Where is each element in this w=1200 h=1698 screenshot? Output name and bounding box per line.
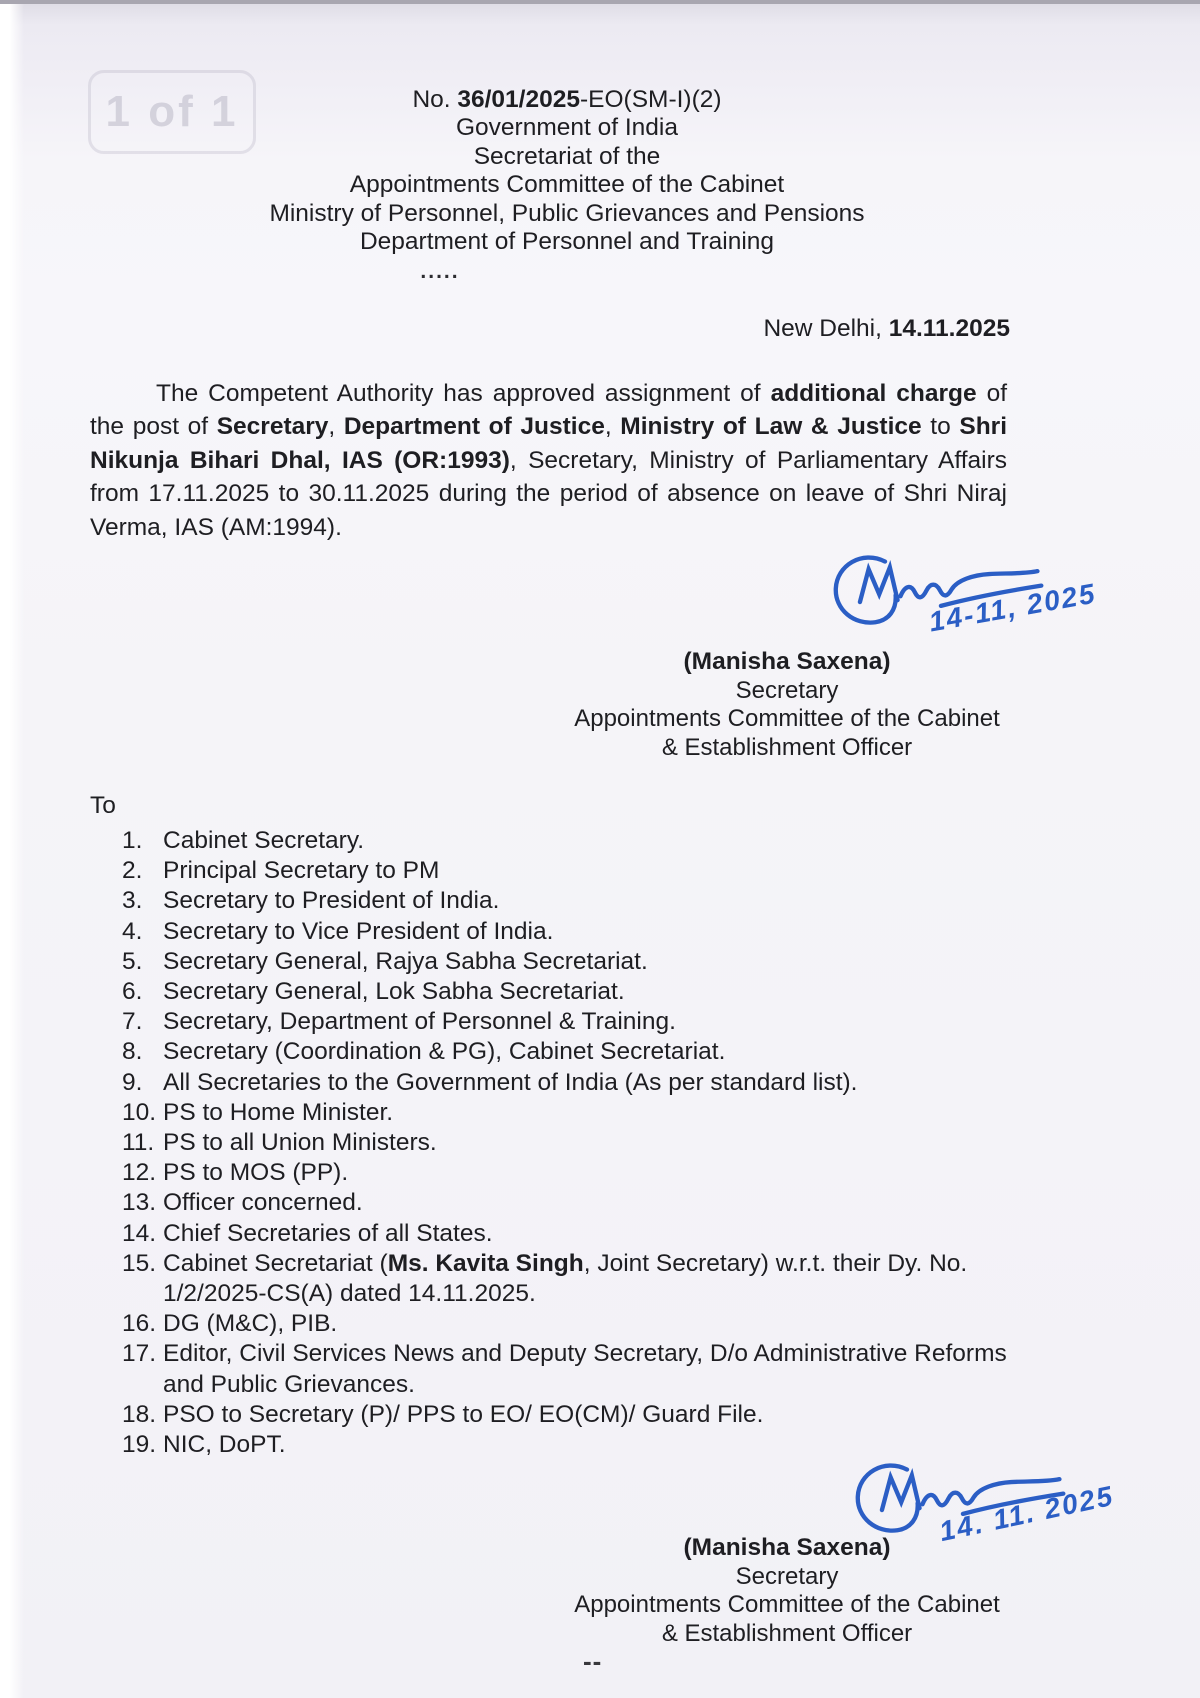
- item-number: 18.: [122, 1400, 157, 1428]
- distribution-item: [122, 1007, 1012, 1037]
- item-text: [163, 1007, 1012, 1037]
- item-text: [163, 1400, 1012, 1430]
- text-run: of the post of: [90, 380, 1007, 441]
- item-text: [163, 1068, 1012, 1098]
- text-run: PS to all Union Ministers.: [163, 1129, 437, 1157]
- handwritten-date: 14-11, 2025: [926, 577, 1099, 638]
- item-number: 5.: [122, 947, 143, 975]
- item-text: [163, 917, 1012, 947]
- item-text: [163, 1188, 1012, 1218]
- item-number: 3.: [122, 887, 143, 915]
- item-text: [163, 1037, 1012, 1067]
- text-run: Secretary General, Rajya Sabha Secretariat.: [163, 947, 648, 975]
- item-number: 19.: [122, 1431, 157, 1459]
- text-run: NIC, DoPT.: [163, 1431, 286, 1459]
- signatory-title: & Establishment Officer: [661, 733, 913, 761]
- bold-text: Secretary: [216, 413, 329, 441]
- item-text: [163, 1339, 1012, 1399]
- item-number: 10.: [122, 1098, 157, 1126]
- distribution-item: [122, 1037, 1012, 1067]
- text-run: Cabinet Secretary.: [163, 827, 365, 854]
- item-text: [163, 856, 1012, 886]
- handwritten-date: 14. 11. 2025: [936, 1479, 1117, 1548]
- signatory-block: [568, 1534, 1006, 1648]
- item-text: [163, 1249, 1012, 1309]
- distribution-item: [122, 1400, 1012, 1430]
- bold-text: Department of Justice: [343, 413, 605, 441]
- text-run: PS to Home Minister.: [163, 1098, 394, 1126]
- letterhead-line: Secretariat of the: [473, 142, 661, 170]
- place-date-line: [0, 315, 1010, 343]
- reference-number: 36/01/2025: [457, 86, 580, 113]
- letterhead-line: Ministry of Personnel, Public Grievances and Pensions: [269, 199, 865, 227]
- text-run: PS to MOS (PP).: [163, 1159, 349, 1187]
- letterhead-line: Appointments Committee of the Cabinet: [349, 171, 785, 199]
- item-number: 12.: [122, 1159, 157, 1187]
- item-number: 13.: [122, 1189, 157, 1217]
- distribution-item: [122, 1158, 1012, 1188]
- text-run: PSO to Secretary (P)/ PPS to EO/ EO(CM)/ Guard File.: [163, 1400, 764, 1428]
- place: New Delhi,: [763, 315, 889, 342]
- text-run: DG (M&C), PIB.: [163, 1310, 338, 1338]
- text-run: Secretary General, Lok Sabha Secretariat.: [163, 978, 625, 1006]
- bold-text: Ms. Kavita Singh: [387, 1249, 584, 1277]
- letterhead-line: Department of Personnel and Training: [359, 228, 775, 256]
- order-paragraph: [90, 377, 1007, 544]
- text-run: Secretary to Vice President of India.: [163, 917, 554, 945]
- distribution-item: [122, 1339, 1012, 1399]
- item-text: [163, 826, 1012, 856]
- item-number: 6.: [122, 978, 143, 1006]
- letterhead: [0, 86, 1134, 256]
- item-text: [163, 977, 1012, 1007]
- end-of-document-mark: --: [583, 1646, 603, 1676]
- text-run: Secretary, Department of Personnel & Training.: [163, 1008, 676, 1036]
- item-number: 1.: [122, 827, 143, 854]
- text-run: Cabinet Secretariat (: [163, 1249, 388, 1277]
- text-run: Officer concerned.: [163, 1189, 363, 1217]
- item-text: [163, 1098, 1012, 1128]
- distribution-item: [122, 1249, 1012, 1309]
- signatory-title: Secretary: [735, 676, 839, 704]
- signatory-title: Appointments Committee of the Cabinet: [574, 705, 1000, 733]
- item-number: 14.: [122, 1219, 157, 1247]
- distribution-item: [122, 1098, 1012, 1128]
- distribution-label: To: [90, 792, 116, 819]
- distribution-item: [122, 856, 1012, 886]
- distribution-item: [122, 977, 1012, 1007]
- item-text: [163, 1158, 1012, 1188]
- reference-number-line: [0, 86, 1134, 114]
- text-run: Secretary (Coordination & PG), Cabinet Secretariat.: [163, 1038, 726, 1066]
- text-run: All Secretaries to the Government of India (As per standard list).: [163, 1068, 858, 1096]
- text-run: ,: [604, 413, 621, 441]
- reference-prefix: No.: [412, 86, 458, 113]
- item-number: 7.: [122, 1008, 143, 1036]
- signatory-name: (Manisha Saxena): [683, 648, 891, 675]
- text-run: Principal Secretary to PM: [163, 857, 440, 885]
- distribution-item: [122, 947, 1012, 977]
- distribution-item: [122, 1068, 1012, 1098]
- item-number: 15.: [122, 1249, 157, 1277]
- text-run: ,: [328, 413, 344, 441]
- item-number: 4.: [122, 917, 143, 945]
- item-text: [163, 1128, 1012, 1158]
- distribution-item: [122, 1309, 1012, 1339]
- item-number: 2.: [122, 857, 143, 885]
- distribution-item: [122, 1128, 1012, 1158]
- separator-dots: .....: [420, 260, 460, 283]
- page-count-watermark: 1 of 1: [88, 70, 256, 154]
- text-run: Secretary to President of India.: [163, 887, 500, 915]
- signatory-block: [568, 648, 1006, 762]
- distribution-item: [122, 886, 1012, 916]
- reference-suffix: -EO(SM-I)(2): [580, 86, 722, 113]
- distribution-list: [122, 826, 1012, 1460]
- text-run: Editor, Civil Services News and Deputy Secretary, D/o Administrative Reforms and Public Grievances.: [163, 1340, 1007, 1398]
- signatory-name: (Manisha Saxena): [683, 1534, 891, 1561]
- text-run: to: [921, 413, 960, 441]
- distribution-item: [122, 917, 1012, 947]
- signatory-title: Secretary: [735, 1562, 839, 1590]
- signatory-title: Appointments Committee of the Cabinet: [574, 1591, 1000, 1619]
- item-text: [163, 947, 1012, 977]
- item-number: 11.: [122, 1129, 155, 1157]
- distribution-item: [122, 1188, 1012, 1218]
- item-text: [163, 886, 1012, 916]
- text-run: Chief Secretaries of all States.: [163, 1219, 493, 1247]
- bold-text: Ministry of Law & Justice: [620, 413, 922, 441]
- bold-text: Shri Nikunja Bihari Dhal, IAS (OR:1993): [90, 413, 1008, 474]
- text-run: The Competent Authority has approved assignment of: [156, 380, 771, 407]
- distribution-item: [122, 1219, 1012, 1249]
- item-number: 9.: [122, 1068, 143, 1096]
- distribution-item: [122, 826, 1012, 856]
- letterhead-line: Government of India: [456, 114, 678, 142]
- item-number: 8.: [122, 1038, 143, 1066]
- item-number: 16.: [122, 1310, 157, 1338]
- item-number: 17.: [122, 1340, 157, 1368]
- text-run: , Secretary, Ministry of Parliamentary Affairs from 17.11.2025 to 30.11.2025 during the period of absence on leave of Shri Niraj Verma, IAS (AM:1994).: [90, 446, 1007, 541]
- item-text: [163, 1219, 1012, 1249]
- item-text: [163, 1309, 1012, 1339]
- issue-date: 14.11.2025: [888, 315, 1010, 342]
- signatory-title: & Establishment Officer: [661, 1619, 913, 1647]
- text-run: , Joint Secretary) w.r.t. their Dy. No. 1/2/2025-CS(A) dated 14.11.2025.: [163, 1249, 968, 1308]
- bold-text: additional charge: [770, 380, 977, 407]
